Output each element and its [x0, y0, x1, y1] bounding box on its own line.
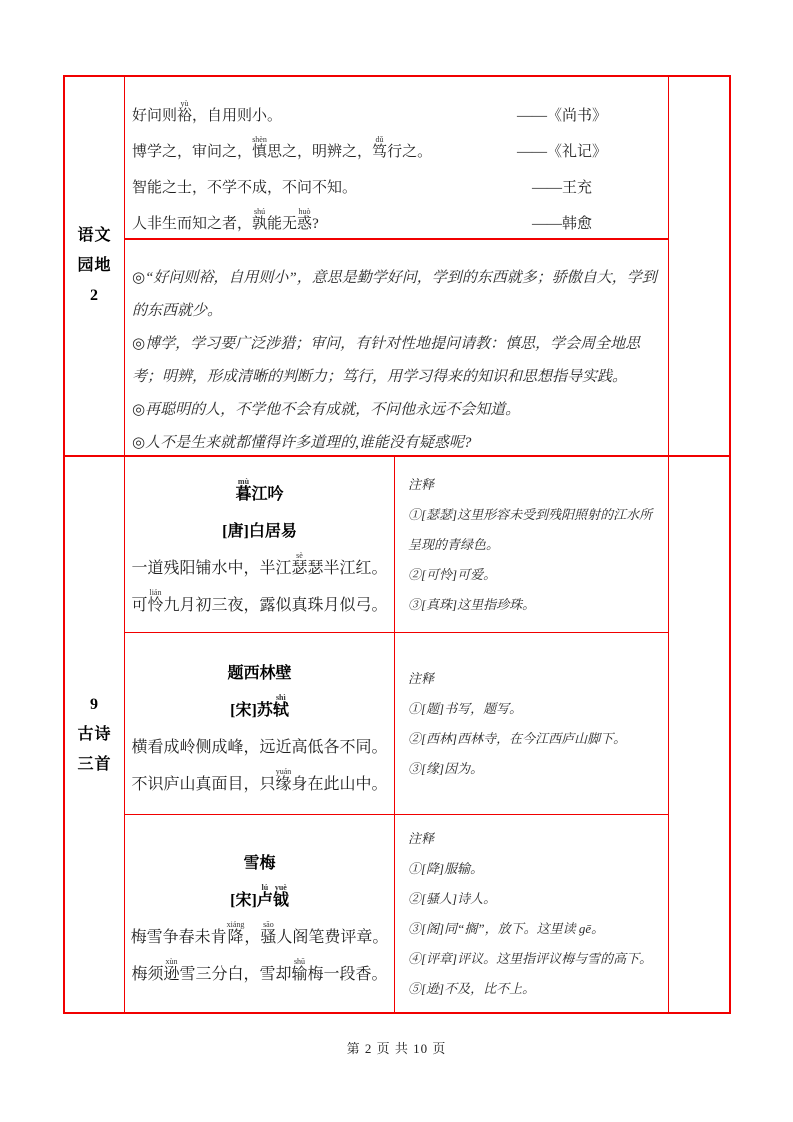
poem-line: 不识庐山真面目，只 缘yuán 身在此山中。 [131, 766, 388, 793]
section-gushi-sanshou [65, 457, 729, 1012]
explanation-item: ◎博学，学习要广泛涉猎；审问，有针对性地提问请教：慎思，学会周全地思考；明辨，形成清晰的判断力；笃行，用学习得来的知识和思想指导实践。 [132, 336, 641, 385]
poems-grid [125, 457, 668, 1012]
poem-line: 梅雪争春未肯 降xiáng ， 骚sāo 人阁笔费评章。 [130, 919, 389, 946]
section2-empty-column [669, 457, 729, 1012]
section1-label-line2: 园地 [77, 257, 112, 274]
quote-line [132, 166, 660, 202]
section2-label-line3: 三首 [77, 755, 112, 773]
poem-mujiangyin [125, 457, 395, 633]
section1-label-line3: 2 [90, 287, 99, 304]
quote-text: 人非生而知之者，孰shú能无惑huò? [132, 207, 319, 232]
quote-source: ——韩愈 [531, 216, 592, 232]
poem-title: 题西林壁 [227, 664, 292, 682]
quote-text: 好问则裕yù，自用则小。 [132, 99, 283, 124]
note-item: ③[真珠]这里指珍珠。 [408, 596, 536, 612]
poem-xuemei [125, 815, 395, 1012]
notes-tixilinbi [395, 633, 668, 815]
worksheet-table [63, 75, 731, 1014]
poem-title: 雪梅 [243, 854, 276, 872]
note-item: ③[缘]因为。 [408, 760, 484, 776]
poem-line: 梅须 逊xùn 雪三分白，雪却 输shū 梅一段香。 [131, 956, 388, 983]
section2-label-line2: 古诗 [77, 725, 112, 743]
quote-source: ——王充 [531, 180, 592, 196]
quote-text: 博学之，审问之，慎shèn思之，明辨之，笃dǔ行之。 [132, 135, 433, 160]
note-item: ③[阁]同“搁”，放下。这里读 gē。 [408, 920, 605, 936]
poem-line: 横看成岭侧成峰，远近高低各不同。 [131, 738, 388, 756]
section2-label-line1: 9 [90, 695, 99, 713]
notes-mujiangyin [395, 457, 668, 633]
poem-author: [宋]苏 轼shì [230, 692, 289, 719]
notes-xuemei [395, 815, 668, 1012]
note-item: ①[题]书写，题写。 [408, 700, 523, 716]
quotes-block [125, 77, 668, 240]
note-item: ⑤[逊]不及，比不上。 [408, 980, 536, 996]
poem-line: 一道残阳铺水中，半江 瑟sè 瑟半江红。 [131, 550, 388, 577]
note-item: ②[可怜]可爱。 [408, 566, 497, 582]
section1-label-line1: 语文 [77, 227, 112, 244]
explanations-block [125, 240, 668, 460]
note-item: ①[降]服输。 [408, 860, 484, 876]
section1-empty-column [669, 77, 729, 455]
explanation-item: ◎“好问则裕，自用则小”，意思是勤学好问，学到的东西就多；骄傲自大，学到的东西就少。 [132, 270, 657, 319]
section-yuwen-yuandi [65, 77, 729, 457]
notes-title: 注释 [408, 476, 435, 492]
quote-line [132, 130, 660, 166]
quote-source: ——《礼记》 [516, 144, 607, 160]
notes-title: 注释 [408, 670, 435, 686]
notes-title: 注释 [408, 830, 435, 846]
poem-line: 可 怜lián 九月初三夜，露似真珠月似弓。 [131, 587, 388, 614]
poem-tixilinbi [125, 633, 395, 815]
section2-content [125, 457, 669, 1012]
section1-content [125, 77, 669, 455]
section2-label [65, 457, 125, 1012]
quote-text: 智能之士，不学不成，不问不知。 [132, 180, 358, 196]
explanation-item: ◎人不是生来就都懂得许多道理的,谁能没有疑惑呢? [132, 435, 472, 451]
explanation-item: ◎再聪明的人，不学他不会有成就，不问他永远不会知道。 [132, 402, 521, 418]
quote-line [132, 94, 660, 130]
note-item: ①[瑟瑟]这里形容未受到残阳照射的江水所呈现的青绿色。 [408, 506, 653, 552]
note-item: ④[评章]评议。这里指评议梅与雪的高下。 [408, 950, 653, 966]
poem-author: [唐]白居易 [222, 522, 297, 540]
poem-author: [宋] 卢lú 钺yuè [230, 882, 289, 909]
quote-source: ——《尚书》 [516, 108, 607, 124]
poem-title: 暮mù 江吟 [235, 476, 284, 503]
section1-label [65, 77, 125, 455]
note-item: ②[西林]西林寺，在今江西庐山脚下。 [408, 730, 627, 746]
quote-line [132, 202, 660, 238]
page-footer: 第 2 页 共 10 页 [346, 1041, 447, 1056]
note-item: ②[骚人]诗人。 [408, 890, 497, 906]
